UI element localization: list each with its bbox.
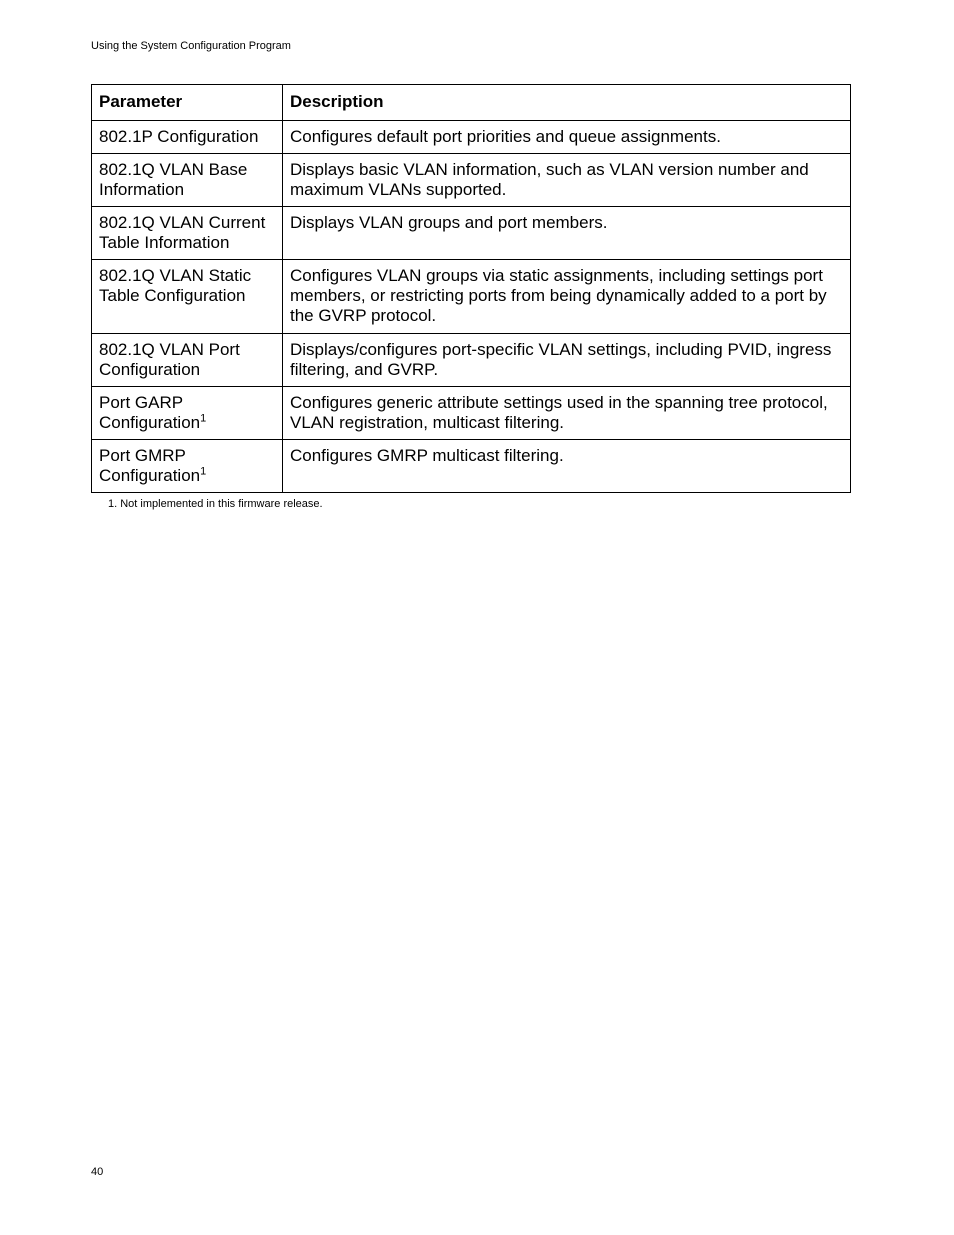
parameter-name: 802.1Q VLAN Base Information (99, 160, 248, 199)
description-cell: Displays/configures port-specific VLAN settings, including PVID, ingress filtering, and GVRP. (283, 334, 851, 387)
parameter-name: 802.1Q VLAN Current Table Information (99, 213, 266, 252)
footnote-marker: 1 (200, 412, 207, 425)
description-cell: Displays VLAN groups and port members. (283, 207, 851, 260)
page-number: 40 (91, 1166, 104, 1178)
table-row (92, 260, 851, 334)
table-row (92, 121, 851, 154)
parameter-cell (92, 260, 283, 334)
table-row (92, 440, 851, 493)
table-footnote: 1. Not implemented in this firmware release. (108, 498, 323, 510)
parameter-cell (92, 121, 283, 154)
table-row (92, 334, 851, 387)
parameter-name: Port GMRP Configuration (99, 446, 201, 485)
parameter-cell (92, 207, 283, 260)
parameter-name: Port GARP Configuration (99, 393, 201, 432)
parameter-cell (92, 334, 283, 387)
parameter-name: 802.1Q VLAN Port Configuration (99, 340, 240, 379)
column-header-description: Description (283, 85, 851, 121)
table-row (92, 207, 851, 260)
running-header: Using the System Configuration Program (91, 40, 291, 52)
table-row (92, 154, 851, 207)
description-cell: Configures VLAN groups via static assignments, including settings port members, or restricting ports from being dynamically added to a port by the GVRP protocol. (283, 260, 851, 334)
parameter-name: 802.1P Configuration (99, 127, 259, 146)
column-header-parameter: Parameter (92, 85, 283, 121)
parameter-table (91, 84, 851, 493)
parameter-cell (92, 440, 283, 493)
parameter-cell (92, 387, 283, 440)
parameter-cell (92, 154, 283, 207)
description-cell: Configures GMRP multicast filtering. (283, 440, 851, 493)
table-row (92, 387, 851, 440)
description-cell: Configures generic attribute settings used in the spanning tree protocol, VLAN registration, multicast filtering. (283, 387, 851, 440)
description-cell: Configures default port priorities and queue assignments. (283, 121, 851, 154)
table-header-row (92, 85, 851, 121)
footnote-marker: 1 (200, 465, 207, 478)
parameter-name: 802.1Q VLAN Static Table Configuration (99, 266, 252, 305)
description-cell: Displays basic VLAN information, such as VLAN version number and maximum VLANs supported. (283, 154, 851, 207)
